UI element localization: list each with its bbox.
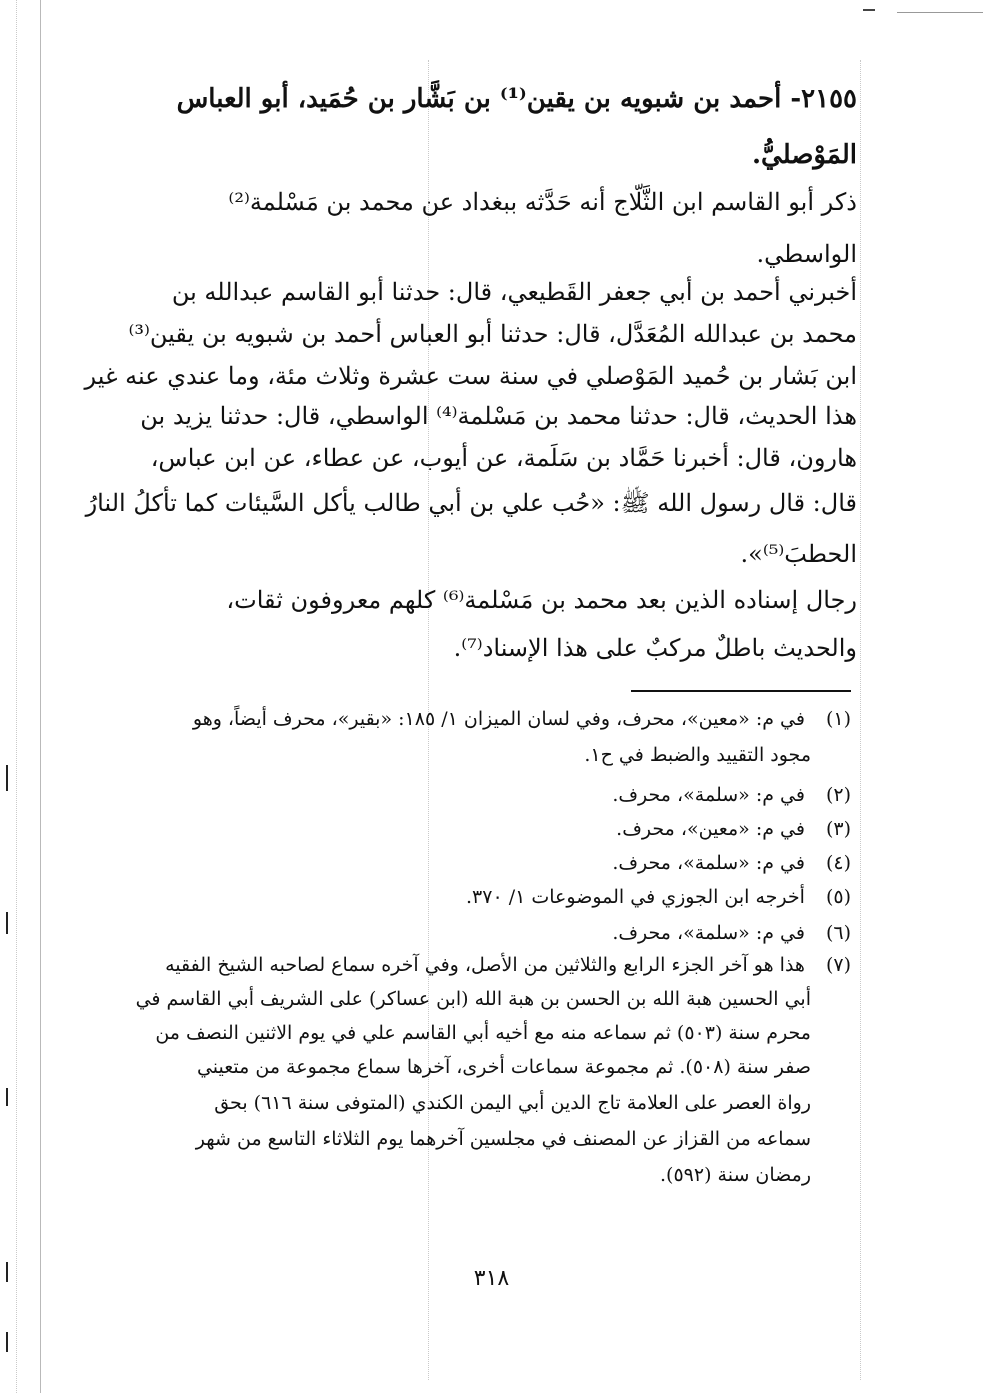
text-line: هارون، قال: أخبرنا حَمَّاد بن سَلَمة، عن أيوب، عن عطاء، عن ابن عباس، [150,444,857,472]
scan-top-mark [863,9,875,11]
text-line: قال: قال رسول الله ﷺ: «حُب علي بن أبي طالب يأكل السَّيئات كما تأكلُ النارُ [85,489,857,517]
footnote-2 [138,784,851,806]
footnote-text: في م: «معين»، محرف، وفي لسان الميزان ١/ ١٨٥: «بقير»، محرف أيضاً، وهو [192,708,805,730]
text-line: محمد بن عبدالله المُعَدَّل، قال: حدثنا أبو العباس أحمد بن شبويه بن يقين⁽³⁾ [128,320,857,348]
footnote-text: سماعه من القزاز عن المصنف في مجلسين آخرهما يوم الثلاثاء التاسع من شهر [195,1128,811,1150]
entry-heading [138,84,857,184]
footnote-number: (١) [825,708,851,730]
footnotes [135,708,851,1208]
text-line: والحديث باطلٌ مركبٌ على هذا الإسناد⁽⁷⁾. [453,634,857,662]
text-line: الحطبَ⁽⁵⁾». [740,540,857,568]
heading-line: المَوْصليُّ. [751,140,857,170]
footnote-text: في م: «معين»، محرف. [616,818,805,840]
footnote-text: محرم سنة (٥٠٣) ثم سماعه منه مع أخيه أبي القاسم علي في يوم الاثنين النصف من [155,1022,811,1044]
footnote-1 [138,708,851,730]
scan-tick [6,765,8,791]
scan-tick [6,912,8,934]
page-number: ٣١٨ [473,1266,510,1291]
footnote-text: رواة العصر على العلامة تاج الدين أبي اليمن الكندي (المتوفى سنة ٦١٦) بحق [214,1092,811,1114]
footnote-text: هذا هو آخر الجزء الرابع والثلاثين من الأصل، وفي آخره سماع لصاحبه الشيخ الفقيه [165,954,805,976]
footnote-number: (٣) [825,818,851,840]
footnote-text: في م: «سلمة»، محرف. [612,784,805,806]
scan-top-rule [897,12,983,13]
footnote-text: مجود التقييد والضبط في ح١. [584,744,811,766]
heading-line: ٢١٥٥- أحمد بن شبويه بن يقين⁽¹⁾ بن بَشَّار بن حُمَيد، أبو العباس [176,84,857,114]
footnote-separator [631,690,851,692]
footnote-7 [138,954,851,976]
text-line: ذكر أبو القاسم ابن الثَّلّاج أنه حَدَّثه ببغداد عن محمد بن مَسْلمة⁽²⁾ [228,188,857,216]
footnote-number: (٢) [825,784,851,806]
scan-edge-line [40,0,41,1393]
footnote-number: (٧) [825,954,851,976]
text-line: ابن بَشار بن حُميد المَوْصلي في سنة ست عشرة وثلاث مئة، وما عندي عنه غير [84,362,857,390]
scan-dots-left [16,0,17,1393]
main-text [84,188,857,678]
footnote-text: في م: «سلمة»، محرف. [612,852,805,874]
footnote-4 [138,852,851,874]
text-line: هذا الحديث، قال: حدثنا محمد بن مَسْلمة⁽⁴⁾ الواسطي، قال: حدثنا يزيد بن [140,402,857,430]
footnote-number: (٥) [825,886,851,908]
footnote-number: (٦) [825,922,851,944]
footnote-text: صفر سنة (٥٠٨). ثم مجموعة سماعات أخرى، آخرها سماع مجموعة من متعيني [196,1056,811,1078]
footnote-text: أبي الحسين هبة الله بن الحسن بن هبة الله (ابن عساكر) على الشريف أبي القاسم في [135,988,811,1010]
footnote-text: أخرجه ابن الجوزي في الموضوعات ١/ ٣٧٠. [465,886,805,908]
scan-dots-right [860,60,861,1380]
footnote-text: رمضان سنة (٥٩٢). [660,1164,811,1186]
footnote-6 [138,922,851,944]
text-line: أخبرني أحمد بن أبي جعفر القَطيعي، قال: حدثنا أبو القاسم عبدالله بن [171,278,857,306]
scan-tick [6,1332,8,1352]
footnote-5 [138,886,851,908]
scan-tick [6,1088,8,1106]
footnote-text: في م: «سلمة»، محرف. [612,922,805,944]
footnote-number: (٤) [825,852,851,874]
text-line: الواسطي. [756,240,857,268]
text-line: رجال إسناده الذين بعد محمد بن مَسْلمة⁽⁶⁾ كلهم معروفون ثقات، [226,586,857,614]
footnote-3 [138,818,851,840]
